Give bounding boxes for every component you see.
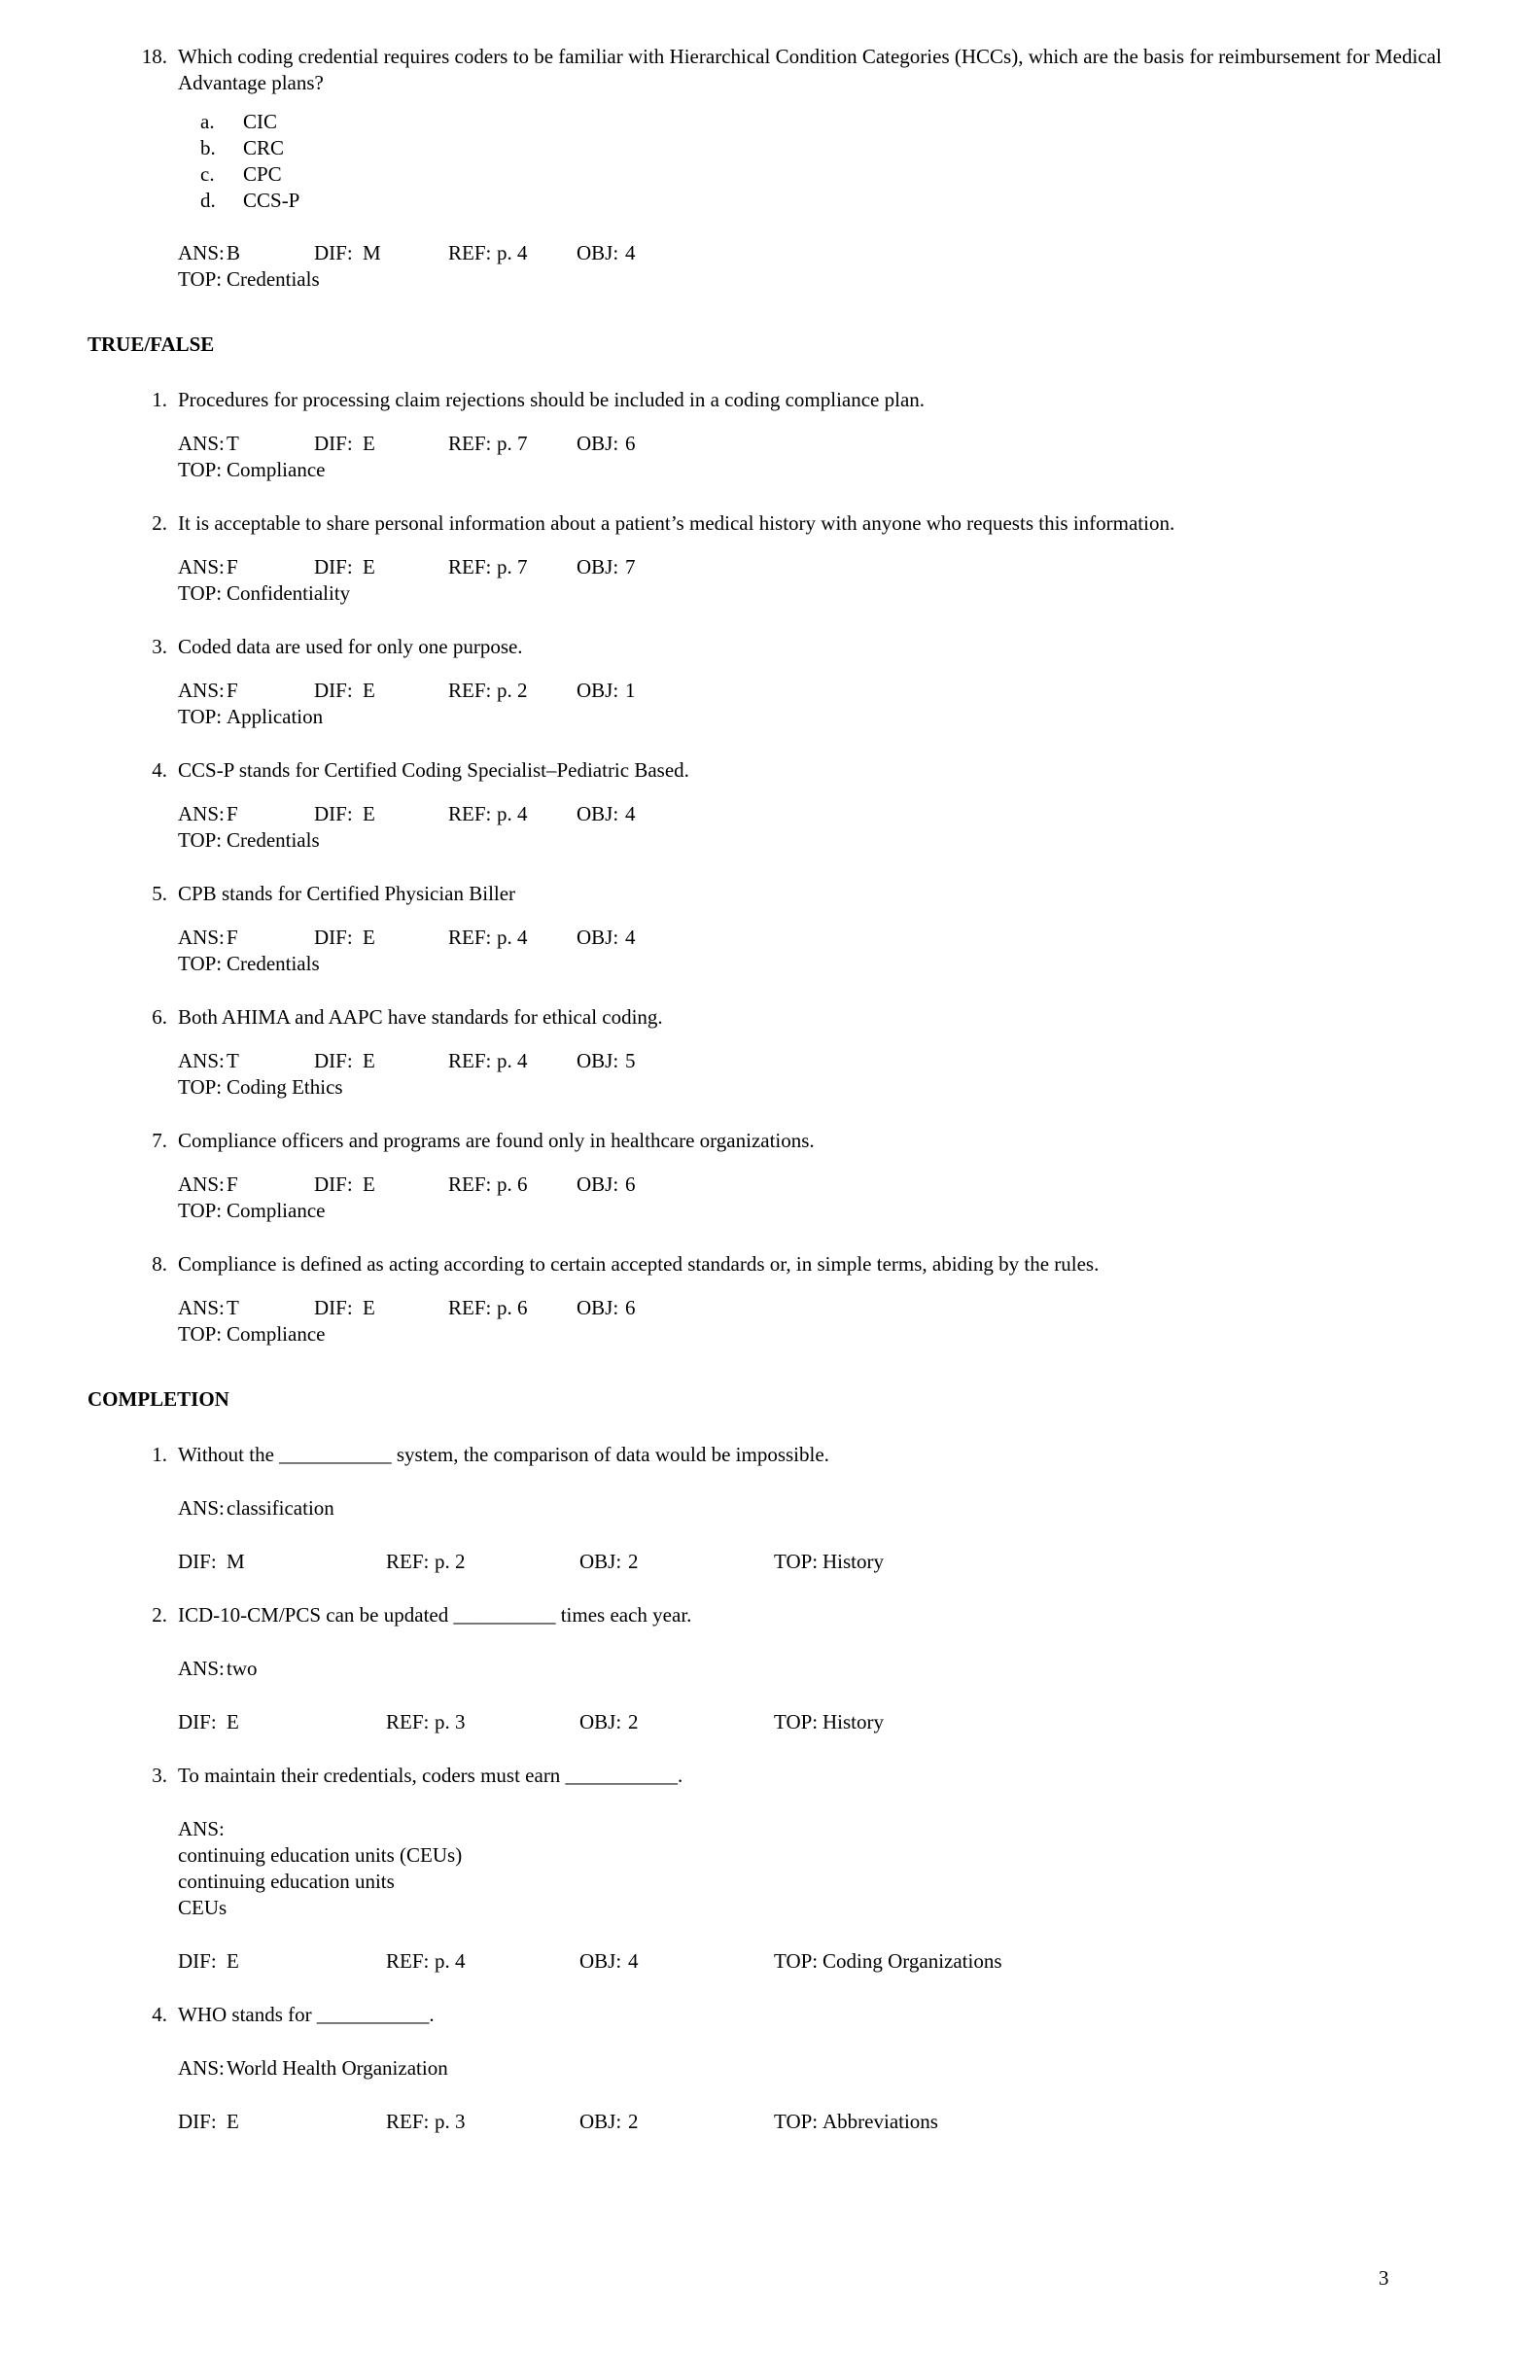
ref-label: REF: — [448, 926, 492, 949]
topic-field — [178, 580, 350, 607]
obj-label: OBJ: — [577, 432, 619, 455]
dif-label: DIF: — [314, 802, 353, 825]
topic-field — [178, 827, 320, 854]
reference-field — [386, 1948, 579, 1975]
ref-value: p. 6 — [497, 1172, 528, 1196]
question-text: Which coding credential requires coders to be familiar with Hierarchical Condition Categories (HCCs), which are the basis for reimbursement for Medical Advantage plans? — [178, 45, 1442, 94]
ref-value: p. 6 — [497, 1296, 528, 1319]
top-value: Credentials — [227, 267, 320, 291]
objective-field — [577, 240, 636, 266]
reference-field — [448, 554, 577, 580]
answer-block — [178, 678, 1482, 730]
ref-value: p. 7 — [497, 432, 528, 455]
choice-text: CCS-P — [243, 189, 300, 212]
ans-value: F — [227, 926, 238, 949]
difficulty-field — [314, 554, 448, 580]
top-value: Compliance — [227, 1322, 326, 1346]
ref-label: REF: — [448, 555, 492, 578]
obj-value: 6 — [625, 1172, 636, 1196]
answer-field — [178, 554, 314, 580]
top-label: TOP: — [774, 1710, 819, 1733]
ans-option: continuing education units — [178, 1870, 395, 1893]
ans-value: two — [227, 1657, 258, 1680]
obj-label: OBJ: — [579, 1710, 622, 1733]
question-number: 3. — [152, 1764, 167, 1787]
ref-value: p. 3 — [435, 2110, 466, 2133]
answer-field — [178, 801, 314, 827]
choice-a — [200, 109, 1482, 135]
reference-field — [448, 1172, 577, 1198]
difficulty-field — [314, 678, 448, 704]
obj-value: 7 — [625, 555, 636, 578]
question-text: Without the ___________ system, the comparison of data would be impossible. — [178, 1443, 829, 1466]
obj-value: 5 — [625, 1049, 636, 1072]
answer-line — [178, 1495, 1482, 1522]
section-title-true-false: TRUE/FALSE — [88, 332, 215, 356]
ans-value: F — [227, 1172, 238, 1196]
tf-question-2 — [88, 510, 1482, 607]
ref-label: REF: — [448, 679, 492, 702]
topic-field — [178, 266, 320, 293]
ans-value: B — [227, 241, 241, 264]
top-label: TOP: — [178, 581, 223, 605]
ans-value: F — [227, 555, 238, 578]
dif-label: DIF: — [178, 2110, 217, 2133]
objective-field — [577, 431, 636, 457]
obj-label: OBJ: — [577, 555, 619, 578]
dif-label: DIF: — [314, 1172, 353, 1196]
obj-label: OBJ: — [577, 241, 619, 264]
top-label: TOP: — [178, 1075, 223, 1099]
ans-label: ANS: — [178, 802, 225, 825]
ref-value: p. 4 — [497, 926, 528, 949]
objective-field — [579, 1709, 774, 1735]
question-number: 3. — [152, 635, 167, 658]
reference-field — [448, 678, 577, 704]
objective-field — [577, 1295, 636, 1321]
ans-label: ANS: — [178, 926, 225, 949]
ref-value: p. 2 — [497, 679, 528, 702]
reference-field — [386, 1709, 579, 1735]
choice-d — [200, 188, 1482, 214]
obj-label: OBJ: — [577, 926, 619, 949]
dif-label: DIF: — [314, 555, 353, 578]
question-number: 7. — [152, 1129, 167, 1152]
obj-label: OBJ: — [577, 802, 619, 825]
difficulty-field — [314, 431, 448, 457]
dif-value: E — [363, 926, 375, 949]
top-label: TOP: — [178, 705, 223, 728]
question-number: 4. — [152, 758, 167, 782]
choice-letter: a. — [200, 110, 215, 133]
top-value: Credentials — [227, 952, 320, 975]
ref-value: p. 4 — [497, 802, 528, 825]
dif-value: E — [363, 679, 375, 702]
topic-field — [774, 1709, 884, 1735]
section-title-completion: COMPLETION — [88, 1387, 229, 1411]
top-value: Coding Ethics — [227, 1075, 343, 1099]
question-text: CCS-P stands for Certified Coding Specialist–Pediatric Based. — [178, 758, 689, 782]
obj-label: OBJ: — [577, 1296, 619, 1319]
obj-label: OBJ: — [577, 1172, 619, 1196]
tf-question-6 — [88, 1004, 1482, 1101]
topic-field — [178, 457, 325, 483]
dif-value: E — [363, 802, 375, 825]
objective-field — [577, 801, 636, 827]
completion-question-2 — [88, 1602, 1482, 1735]
dif-value: E — [363, 1049, 375, 1072]
obj-label: OBJ: — [579, 1949, 622, 1973]
ref-value: p. 2 — [435, 1550, 466, 1573]
objective-field — [579, 1549, 774, 1575]
obj-value: 1 — [625, 679, 636, 702]
answer-field — [178, 1172, 314, 1198]
dif-value: E — [363, 555, 375, 578]
answer-block — [178, 1048, 1482, 1101]
ref-label: REF: — [448, 802, 492, 825]
question-text: WHO stands for ___________. — [178, 2003, 435, 2026]
ref-label: REF: — [448, 1049, 492, 1072]
dif-value: E — [363, 1296, 375, 1319]
reference-field — [386, 1549, 579, 1575]
question-number: 8. — [152, 1252, 167, 1276]
ans-option: CEUs — [178, 1896, 228, 1919]
obj-label: OBJ: — [577, 1049, 619, 1072]
reference-field — [448, 801, 577, 827]
ref-label: REF: — [448, 241, 492, 264]
reference-field — [448, 240, 577, 266]
question-number: 2. — [152, 511, 167, 535]
question-text: Procedures for processing claim rejections should be included in a coding compliance plan. — [178, 388, 926, 411]
top-label: TOP: — [178, 267, 223, 291]
ref-value: p. 4 — [435, 1949, 466, 1973]
dif-value: E — [363, 432, 375, 455]
obj-label: OBJ: — [579, 1550, 622, 1573]
topic-field — [774, 2109, 938, 2135]
question-text: To maintain their credentials, coders must earn ___________. — [178, 1764, 683, 1787]
dif-label: DIF: — [178, 1949, 217, 1973]
objective-field — [577, 925, 636, 951]
answer-field — [178, 678, 314, 704]
dif-value: E — [227, 1710, 239, 1733]
ans-label: ANS: — [178, 241, 225, 264]
ans-option: continuing education units (CEUs) — [178, 1843, 463, 1867]
ref-label: REF: — [448, 432, 492, 455]
obj-label: OBJ: — [577, 679, 619, 702]
ref-label: REF: — [386, 1949, 430, 1973]
top-label: TOP: — [774, 2110, 819, 2133]
ans-label: ANS: — [178, 432, 225, 455]
answer-line — [178, 1656, 1482, 1682]
topic-field — [774, 1549, 884, 1575]
choice-letter: d. — [200, 189, 216, 212]
question-number: 18. — [141, 45, 167, 68]
choice-text: CIC — [243, 110, 278, 133]
dif-value: E — [227, 2110, 239, 2133]
choice-letter: c. — [200, 162, 215, 186]
meta-row — [178, 2109, 1482, 2135]
difficulty-field — [314, 1295, 448, 1321]
dif-value: M — [363, 241, 381, 264]
ans-value: classification — [227, 1496, 334, 1520]
answer-line-multi — [178, 1816, 1482, 1921]
answer-block — [178, 925, 1482, 977]
ans-value: F — [227, 802, 238, 825]
top-label: TOP: — [178, 1199, 223, 1222]
obj-value: 2 — [628, 2110, 639, 2133]
question-text: ICD-10-CM/PCS can be updated __________ times each year. — [178, 1603, 692, 1627]
answer-field — [178, 431, 314, 457]
top-label: TOP: — [178, 828, 223, 852]
top-label: TOP: — [178, 952, 223, 975]
topic-field — [178, 951, 320, 977]
answer-block — [178, 554, 1482, 607]
dif-label: DIF: — [178, 1710, 217, 1733]
choice-list — [200, 109, 1482, 214]
topic-field — [178, 704, 323, 730]
question-text: CPB stands for Certified Physician Biller — [178, 882, 516, 905]
tf-question-4 — [88, 757, 1482, 854]
ans-value: T — [227, 432, 239, 455]
answer-field — [178, 240, 314, 266]
ans-value: T — [227, 1049, 239, 1072]
meta-row — [178, 1549, 1482, 1575]
obj-value: 2 — [628, 1550, 639, 1573]
objective-field — [577, 678, 636, 704]
ans-label: ANS: — [178, 1817, 225, 1840]
mc-question-18 — [88, 44, 1482, 293]
dif-label: DIF: — [314, 432, 353, 455]
completion-question-3 — [88, 1763, 1482, 1975]
top-value: Credentials — [227, 828, 320, 852]
question-number: 2. — [152, 1603, 167, 1627]
top-label: TOP: — [774, 1550, 819, 1573]
question-number: 4. — [152, 2003, 167, 2026]
ref-value: p. 3 — [435, 1710, 466, 1733]
topic-field — [178, 1321, 325, 1348]
difficulty-field — [314, 1172, 448, 1198]
top-value: Confidentiality — [227, 581, 351, 605]
choice-text: CPC — [243, 162, 282, 186]
top-label: TOP: — [178, 1322, 223, 1346]
answer-block — [178, 431, 1482, 483]
obj-value: 4 — [625, 926, 636, 949]
top-label: TOP: — [178, 458, 223, 481]
ans-label: ANS: — [178, 1172, 225, 1196]
difficulty-field — [314, 801, 448, 827]
ref-value: p. 4 — [497, 1049, 528, 1072]
question-number: 6. — [152, 1005, 167, 1029]
ans-value: World Health Organization — [227, 2056, 448, 2080]
dif-value: M — [227, 1550, 245, 1573]
ref-label: REF: — [386, 1550, 430, 1573]
answer-field — [178, 1048, 314, 1074]
ref-label: REF: — [448, 1296, 492, 1319]
answer-block — [178, 1172, 1482, 1224]
choice-c — [200, 161, 1482, 188]
obj-value: 4 — [625, 241, 636, 264]
top-value: Compliance — [227, 1199, 326, 1222]
difficulty-field — [178, 2109, 386, 2135]
dif-label: DIF: — [314, 926, 353, 949]
tf-question-8 — [88, 1251, 1482, 1348]
tf-question-7 — [88, 1128, 1482, 1224]
objective-field — [577, 1172, 636, 1198]
top-value: Compliance — [227, 458, 326, 481]
top-value: History — [822, 1550, 884, 1573]
ref-label: REF: — [448, 1172, 492, 1196]
answer-block — [178, 1295, 1482, 1348]
meta-row — [178, 1948, 1482, 1975]
dif-value: E — [363, 1172, 375, 1196]
topic-field — [774, 1948, 1002, 1975]
difficulty-field — [314, 925, 448, 951]
ans-label: ANS: — [178, 555, 225, 578]
question-number: 5. — [152, 882, 167, 905]
answer-field — [178, 925, 314, 951]
dif-label: DIF: — [314, 241, 353, 264]
question-text: Compliance is defined as acting according to certain accepted standards or, in simple terms, abiding by the rules. — [178, 1252, 1100, 1276]
ref-label: REF: — [386, 1710, 430, 1733]
difficulty-field — [314, 1048, 448, 1074]
ans-label: ANS: — [178, 1049, 225, 1072]
difficulty-field — [178, 1549, 386, 1575]
objective-field — [577, 1048, 636, 1074]
question-number: 1. — [152, 388, 167, 411]
ans-value: F — [227, 679, 238, 702]
answer-line — [178, 2055, 1482, 2082]
choice-letter: b. — [200, 136, 216, 159]
ans-label: ANS: — [178, 679, 225, 702]
reference-field — [448, 1048, 577, 1074]
obj-value: 6 — [625, 432, 636, 455]
objective-field — [579, 2109, 774, 2135]
top-value: History — [822, 1710, 884, 1733]
ans-label: ANS: — [178, 1657, 225, 1680]
difficulty-field — [314, 240, 448, 266]
answer-field — [178, 1295, 314, 1321]
dif-value: E — [227, 1949, 239, 1973]
page-number: 3 — [1379, 2266, 1389, 2290]
ref-value: p. 4 — [497, 241, 528, 264]
reference-field — [448, 431, 577, 457]
answer-block — [178, 240, 1482, 293]
question-number: 1. — [152, 1443, 167, 1466]
ans-label: ANS: — [178, 1296, 225, 1319]
tf-question-1 — [88, 387, 1482, 483]
difficulty-field — [178, 1948, 386, 1975]
topic-field — [178, 1074, 343, 1101]
topic-field — [178, 1198, 325, 1224]
tf-question-5 — [88, 881, 1482, 977]
obj-value: 4 — [628, 1949, 639, 1973]
dif-label: DIF: — [314, 1296, 353, 1319]
obj-value: 2 — [628, 1710, 639, 1733]
top-value: Abbreviations — [822, 2110, 938, 2133]
objective-field — [579, 1948, 774, 1975]
choice-b — [200, 135, 1482, 161]
ans-label: ANS: — [178, 2056, 225, 2080]
obj-value: 4 — [625, 802, 636, 825]
dif-label: DIF: — [314, 679, 353, 702]
choice-text: CRC — [243, 136, 285, 159]
completion-question-4 — [88, 2002, 1482, 2135]
question-text: Compliance officers and programs are found only in healthcare organizations. — [178, 1129, 815, 1152]
ref-label: REF: — [386, 2110, 430, 2133]
difficulty-field — [178, 1709, 386, 1735]
obj-label: OBJ: — [579, 2110, 622, 2133]
objective-field — [577, 554, 636, 580]
top-value: Application — [227, 705, 324, 728]
answer-block — [178, 801, 1482, 854]
question-text: Both AHIMA and AAPC have standards for ethical coding. — [178, 1005, 663, 1029]
reference-field — [386, 2109, 579, 2135]
completion-question-1 — [88, 1442, 1482, 1575]
reference-field — [448, 1295, 577, 1321]
ans-label: ANS: — [178, 1496, 225, 1520]
ref-value: p. 7 — [497, 555, 528, 578]
reference-field — [448, 925, 577, 951]
top-label: TOP: — [774, 1949, 819, 1973]
dif-label: DIF: — [314, 1049, 353, 1072]
top-value: Coding Organizations — [822, 1949, 1002, 1973]
question-text: It is acceptable to share personal information about a patient’s medical history with anyone who requests this information. — [178, 511, 1175, 535]
dif-label: DIF: — [178, 1550, 217, 1573]
meta-row — [178, 1709, 1482, 1735]
obj-value: 6 — [625, 1296, 636, 1319]
question-text: Coded data are used for only one purpose. — [178, 635, 523, 658]
tf-question-3 — [88, 634, 1482, 730]
ans-value: T — [227, 1296, 239, 1319]
